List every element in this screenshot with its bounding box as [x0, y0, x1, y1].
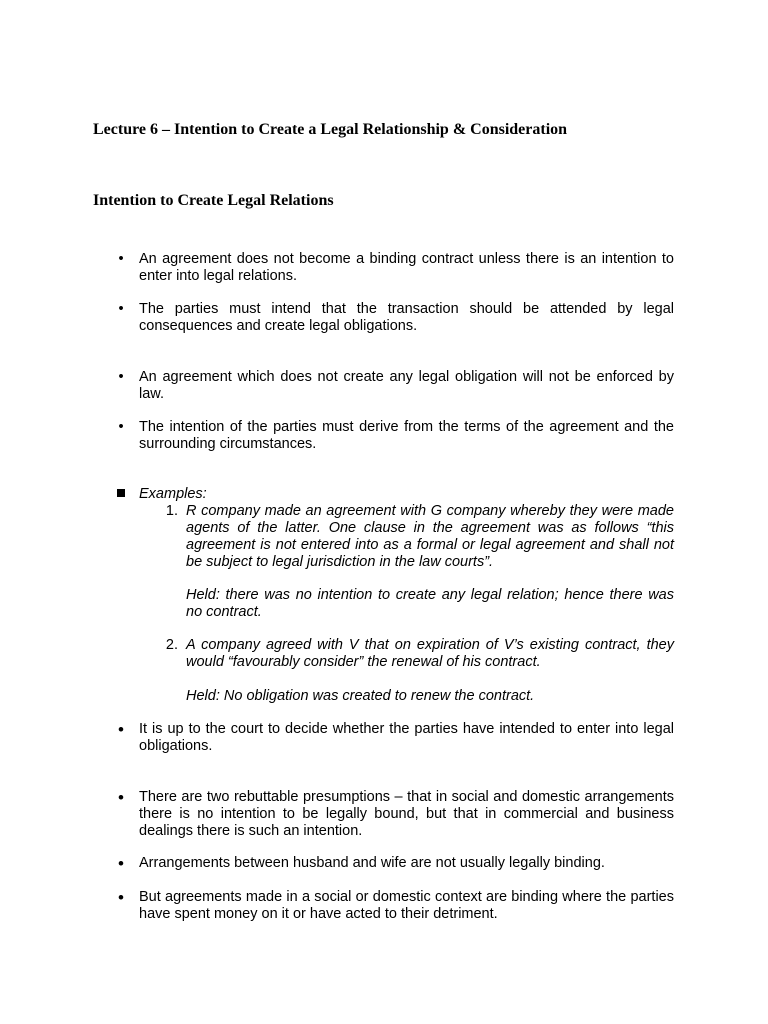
bullet-marker: •	[118, 720, 124, 739]
bullet-text: But agreements made in a social or domestic context are binding where the parties have spent money on it or have acted to their detriment.	[139, 889, 674, 922]
bullet-text: Arrangements between husband and wife are not usually legally binding.	[139, 855, 605, 871]
example-text: R company made an agreement with G company whereby they were made agents of the latter. One clause in the agreement was as follows “this agreement is not entered into as a formal or legal agreement and shall not be subject to legal jurisdiction in the law courts”.	[186, 503, 674, 570]
bullet-marker: •	[118, 419, 124, 435]
bullet-text: An agreement which does not create any legal obligation will not be enforced by law.	[139, 369, 674, 402]
square-bullet-marker	[117, 489, 125, 497]
bullet-text: There are two rebuttable presumptions – that in social and domestic arrangements there is no intention to be legally bound, but that in commercial and business dealings there is such an intention.	[139, 789, 674, 839]
bullet-marker: •	[118, 369, 124, 385]
bullet-text: An agreement does not become a binding contract unless there is an intention to enter into legal relations.	[139, 251, 674, 284]
bullet-text: The parties must intend that the transaction should be attended by legal consequences and create legal obligations.	[139, 301, 674, 334]
bullet-marker: •	[118, 888, 124, 907]
bullet-marker: •	[118, 854, 124, 873]
examples-label: Examples:	[139, 486, 207, 502]
section-title: Intention to Create Legal Relations	[93, 192, 334, 209]
example-number: 2.	[165, 637, 178, 653]
lecture-title: Lecture 6 – Intention to Create a Legal Relationship & Consideration	[93, 121, 568, 138]
example-held: Held: No obligation was created to renew the contract.	[186, 688, 535, 704]
bullet-text: It is up to the court to decide whether the parties have intended to enter into legal obligations.	[139, 721, 674, 754]
example-number: 1.	[165, 503, 178, 519]
bullet-marker: •	[118, 301, 124, 317]
example-text: A company agreed with V that on expiration of V’s existing contract, they would “favourably consider” the renewal of his contract.	[186, 637, 674, 670]
example-held: Held: there was no intention to create any legal relation; hence there was no contract.	[186, 587, 674, 620]
bullet-marker: •	[118, 788, 124, 807]
bullet-marker: •	[118, 251, 124, 267]
bullet-text: The intention of the parties must derive from the terms of the agreement and the surrounding circumstances.	[139, 419, 674, 452]
